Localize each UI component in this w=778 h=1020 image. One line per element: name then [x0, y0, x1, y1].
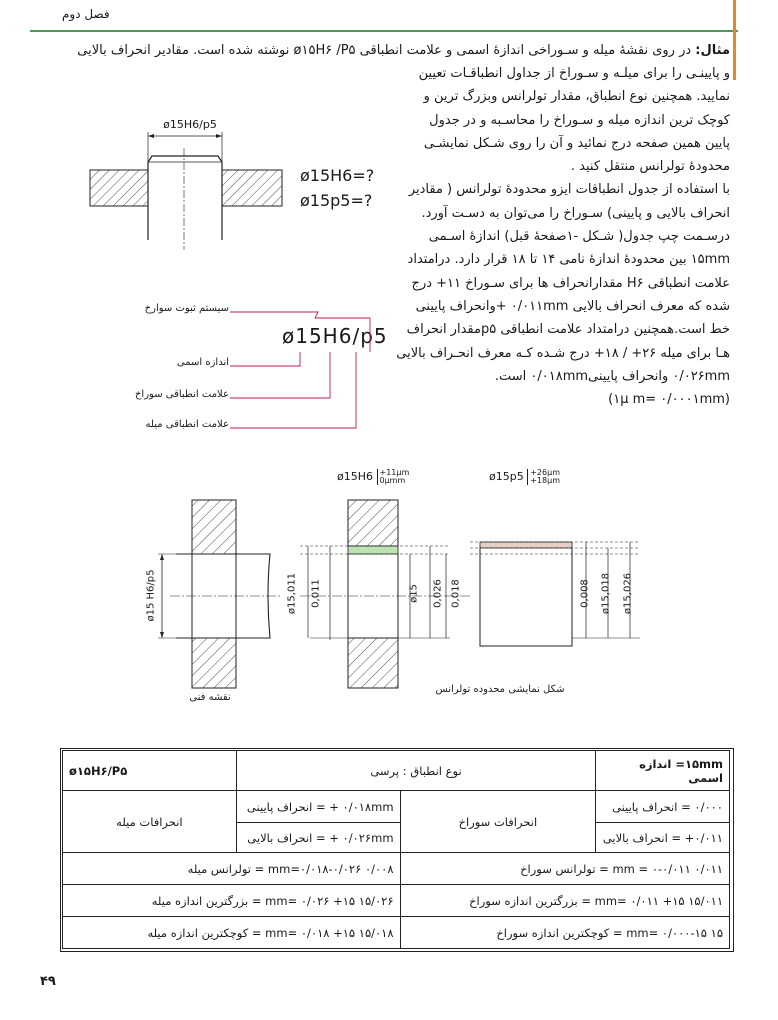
example-first-line	[60, 39, 730, 62]
fig3-hole-code: ø15H6 +11µm 0µmm	[337, 468, 410, 485]
example-body-line: پایین همین صفحه درج نمائید و آن را روی شـکل نمایشـی	[423, 135, 730, 151]
fig3-caption-tolerance: شکل نمایشی محدوده تولرانس	[435, 684, 565, 695]
cell-shaft-tolerance: ۰/۰۰۸ mm=۰/۰۱۸-۰/۰۲۶ = تولرانس میله	[63, 853, 401, 885]
fig1-fit-label: ø15H6/p5	[163, 118, 217, 131]
example-body-line: محدودۀ تولرانس منتقل کنید .	[570, 159, 730, 175]
cell-nominal-size: ۱۵mm= اندازه اسمی	[596, 751, 730, 791]
fig3-shaft-code: ø15p5 +26µm +18µm	[489, 468, 560, 485]
cell-shaft-min: ۱۵/۰۱۸ mm= ۰/۰۱۸ +۱۵ = کوچکترین اندازه میله	[63, 917, 401, 949]
cell-shaft-lower: ۰/۰۱۸mm + = انحراف پایینی	[236, 791, 400, 823]
cell-hole-deviations: انحرافات سوراخ	[400, 791, 596, 853]
example-body-line: هـا برای میله ۲۶+ / ۱۸+ درج شـده کـه معرف انحـراف بالایی	[396, 345, 730, 361]
example-body-line: ۱۵mm بین محدودۀ اندازۀ نامی ۱۴ تا ۱۸ قرار دارد. درامتداد	[407, 252, 730, 268]
fig2-label-shaft: علامت انطباقی میله	[145, 419, 229, 430]
fig2-label-size: اندازه اسمی	[176, 357, 229, 368]
example-body	[385, 62, 730, 411]
cell-fit-code: ø۱۵H۶/P۵	[63, 751, 237, 791]
example-body-line: شده که معرف انحراف بالایی ۰/۰۱۱mm +وانحراف پایینی	[415, 298, 730, 314]
cell-hole-tolerance: ۰/۰۱۱ mm = ۰-۰/۰۱۱ = تولرانس سوراخ	[400, 853, 729, 885]
accent-bar	[733, 0, 736, 80]
chapter-title: فصل دوم	[62, 7, 110, 21]
example-body-line: درسـمت چپ جدول( شـکل -١صفحۀ قبل) اندازۀ اسـمی	[428, 229, 730, 245]
fig3-dim-0018: 0,018	[450, 579, 462, 608]
fig3-dim-15018: ø15,018	[600, 572, 612, 615]
fig2-label-hole: علامت انطباقی سوراخ	[134, 389, 229, 400]
fig1-question-shaft: ø15p5=?	[300, 191, 373, 210]
fig3-dim-0008: 0,008	[579, 579, 591, 608]
example-body-line: کوچک ترین اندازه میله و سـوراخ را محاسـبه و در جدول	[429, 112, 730, 128]
fig3-hole-upper: +11µm	[379, 468, 410, 477]
example-body-line: با استفاده از جدول انطباقات ایزو محدودۀ تولرانس ( مقادیر	[408, 182, 730, 198]
header-rule	[30, 30, 738, 32]
page-number: ۴۹	[40, 974, 56, 989]
fig2-fit-code: ø15H6/p5	[282, 324, 388, 348]
example-body-line: خط است.همچنین درامتداد علامت انطباقی p۵مقدار انحراف	[406, 322, 730, 338]
fig3-caption-technical: نقشه فنی	[189, 692, 231, 703]
fig3-shaft-upper: +26µm	[530, 468, 560, 477]
fig2-label-system: سیستم ثبوت سوارخ	[144, 303, 229, 314]
cell-shaft-max: ۱۵/۰۲۶ mm= ۰/۰۲۶ +۱۵ = بزرگترین اندازه میله	[63, 885, 401, 917]
fig1-question-hole: ø15H6=?	[300, 166, 375, 185]
cell-hole-upper: ۰/۰۱۱+ = انحراف بالایی	[596, 823, 730, 853]
fig3-shaft-lower: +18µm	[530, 476, 560, 485]
example-body-line: (۱µ m= ۰/۰۰۰۱mm)	[608, 392, 730, 408]
cell-hole-lower: ۰/۰۰۰ = انحراف پایینی	[596, 791, 730, 823]
fig3-dim-fit: ø15 H6/p5	[145, 569, 157, 622]
fig1-assembly-drawing	[80, 110, 390, 260]
example-body-line: و پایینـی را برای میلـه و سـوراخ از جداول انطباقـات تعیین	[418, 66, 730, 81]
results-table	[62, 750, 730, 949]
fig3-dim-15011: ø15,011	[286, 572, 298, 615]
fig3-dim-15026: ø15,026	[622, 572, 634, 615]
cell-fit-type: نوع انطباق : پرسی	[236, 751, 595, 791]
fig3-hole-lower: 0µmm	[379, 476, 406, 485]
example-line-1: در روی نقشۀ میله و سـوراخی اندازۀ اسمی و علامت انطباقی ø۱۵H۶ /P۵ نوشته شده است. مقادیر انحراف بالایی	[77, 43, 692, 58]
fig3-dim-0011: 0,011	[310, 579, 322, 608]
cell-shaft-deviations: انحرافات میله	[63, 791, 237, 853]
fig3-dim-0026: 0,026	[432, 579, 444, 608]
example-body-line: ۰/۰۲۶mm وانحراف پایینی۰/۰۱۸mm است.	[494, 368, 730, 384]
example-body-line: انحراف بالایی و پایینی) سـوراخ را می‌توان به دسـت آورد.	[421, 205, 730, 221]
example-body-line: علامت انطباقی H۶ مقدارانحراف ها برای سـوراخ ۱۱+ درج	[411, 275, 730, 291]
cell-hole-min: ۱۵ mm= ۰/۰۰۰-۱۵ = کوچکترین اندازه سوراخ	[400, 917, 729, 949]
example-lead: مثال:	[695, 43, 730, 58]
cell-shaft-upper: ۰/۰۲۶mm + = انحراف بالایی	[236, 823, 400, 853]
example-body-line: نمایید. همچنین نوع انطباق، مقدار تولرانس وبزرگ ترین و	[423, 89, 730, 105]
fig3-dim-15: ø15	[408, 584, 420, 603]
cell-hole-max: ۱۵/۰۱۱ mm= ۰/۰۱۱ +۱۵ = بزرگترین اندازه سوراخ	[400, 885, 729, 917]
